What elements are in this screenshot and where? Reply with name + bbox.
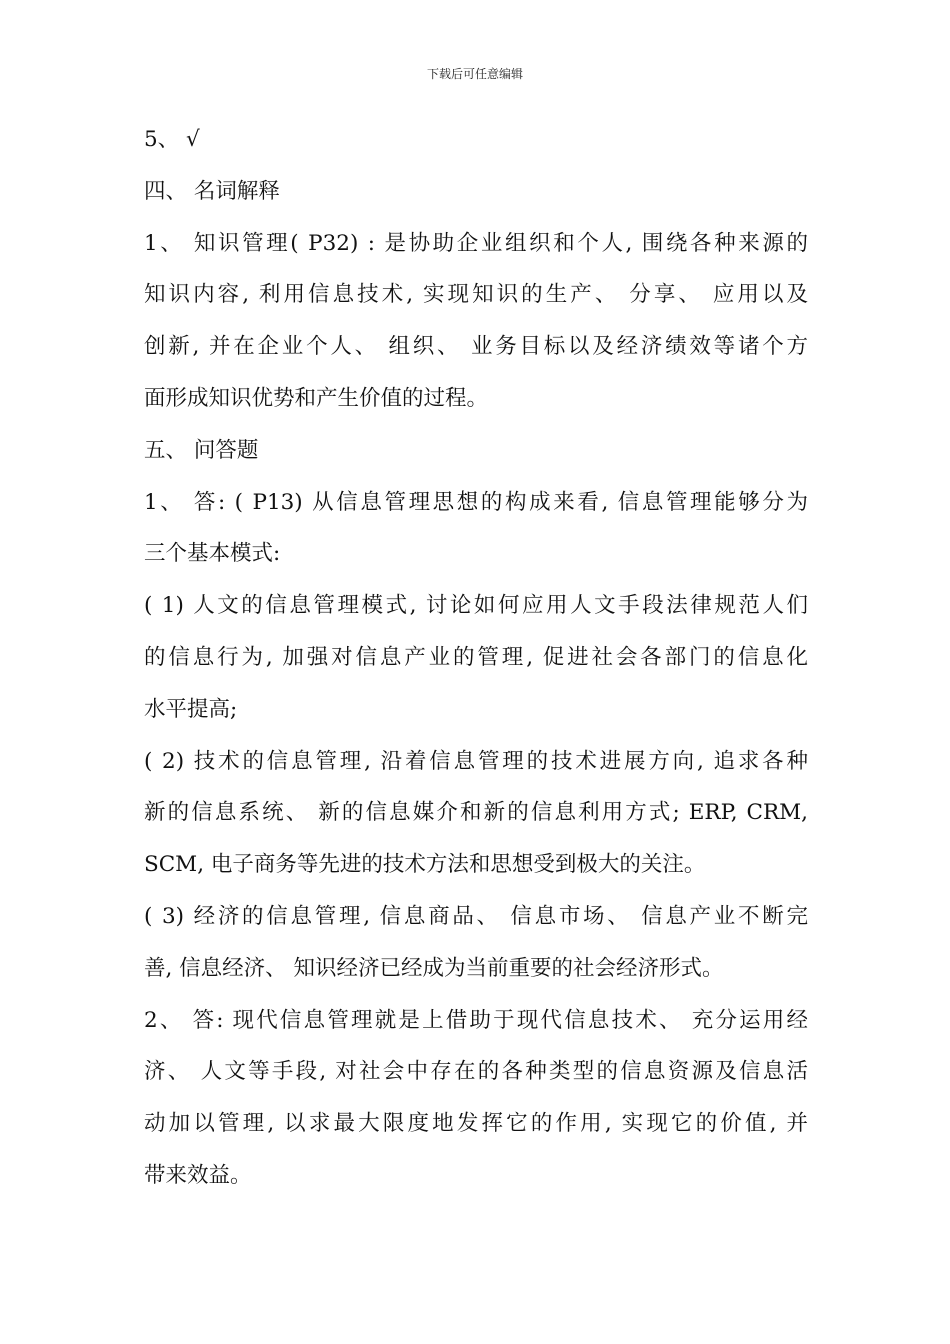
paragraph-line: 济、 人文等手段, 对社会中存在的各种类型的信息资源及信息活 (144, 1059, 808, 1085)
paragraph-line: ( 3) 经济的信息管理, 信息商品、 信息市场、 信息产业不断完 (144, 903, 808, 929)
answer-line: 5、 √ (144, 127, 200, 152)
paragraph-line: 带来效益。 (144, 1162, 252, 1188)
paragraph-line: ( 2) 技术的信息管理, 沿着信息管理的技术进展方向, 追求各种 (144, 748, 808, 774)
paragraph-line: 三个基本模式: (144, 541, 281, 567)
paragraph-line: 面形成知识优势和产生价值的过程。 (144, 385, 489, 411)
paragraph-line: ( 1) 人文的信息管理模式, 讨论如何应用人文手段法律规范人们 (144, 593, 808, 619)
paragraph-line: 创新, 并在企业个人、 组织、 业务目标以及经济绩效等诸个方 (144, 334, 808, 360)
paragraph-line: SCM, 电子商务等先进的技术方法和思想受到极大的关注。 (144, 852, 706, 878)
section-heading: 五、 问答题 (144, 437, 259, 463)
paragraph-line: 新的信息系统、 新的信息媒介和新的信息利用方式; ERP, CRM, (144, 800, 808, 826)
document-body (144, 114, 808, 1202)
section-heading: 四、 名词解释 (144, 178, 280, 204)
paragraph-line: 1、 答: ( P13) 从信息管理思想的构成来看, 信息管理能够分为 (144, 489, 808, 515)
paragraph-line: 2、 答: 现代信息管理就是上借助于现代信息技术、 充分运用经 (144, 1007, 808, 1033)
paragraph-line: 水平提高; (144, 696, 238, 722)
paragraph-line: 知识内容, 利用信息技术, 实现知识的生产、 分享、 应用以及 (144, 282, 808, 308)
page-header: 下载后可任意编辑 (426, 67, 523, 81)
paragraph-line: 动加以管理, 以求最大限度地发挥它的作用, 实现它的价值, 并 (144, 1111, 808, 1137)
paragraph-line: 善, 信息经济、 知识经济已经成为当前重要的社会经济形式。 (144, 955, 724, 981)
paragraph-line: 1、 知识管理( P32) : 是协助企业组织和个人, 围绕各种来源的 (144, 230, 808, 256)
paragraph-line: 的信息行为, 加强对信息产业的管理, 促进社会各部门的信息化 (144, 644, 808, 670)
